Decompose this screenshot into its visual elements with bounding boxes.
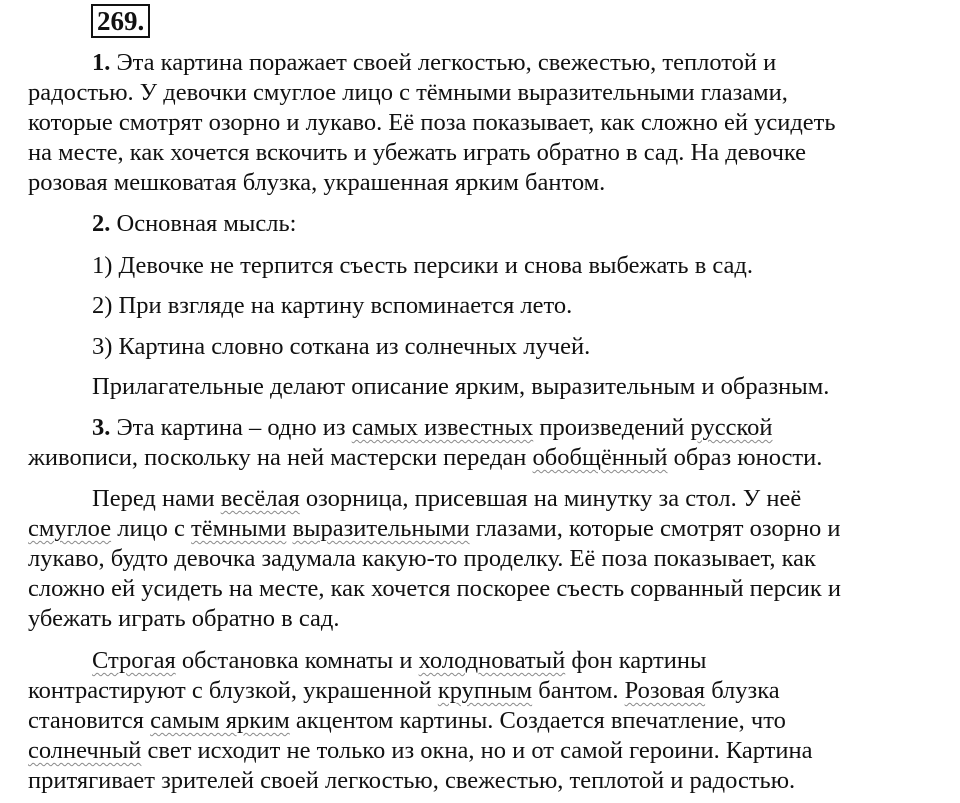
underlined-word: солнечный — [28, 737, 142, 764]
paragraph-1-line-3: которые смотрят озорно и лукаво. Её поза показывает, как сложно ей усидеть — [28, 109, 836, 136]
text-span: Эта картина – одно из — [110, 414, 352, 441]
text-span: обстановка комнаты и — [175, 647, 419, 674]
text-span: Эта картина поражает своей легкостью, свежестью, теплотой и — [110, 49, 777, 76]
paragraph-4-line-5: убежать играть обратно в сад. — [28, 605, 340, 632]
underlined-word: крупным — [437, 677, 533, 704]
exercise-number: 269. — [91, 4, 150, 38]
text-span: свет исходит не только из окна, но и от самой героини. Картина — [141, 737, 813, 764]
text-span: блузка — [705, 677, 780, 704]
text-span: озорница, присевшая на минутку за стол. У неё — [299, 485, 802, 512]
paragraph-3-line-2 — [28, 443, 822, 473]
underlined-word: русской — [690, 414, 773, 441]
paragraph-4-line-3: лукаво, будто девочка задумала какую-то проделку. Её поза показывает, как — [28, 545, 816, 572]
underlined-word: самых известных — [351, 414, 534, 441]
underlined-word: тёмными — [191, 515, 287, 542]
text-span: акцентом картины. Создается впечатление, что — [289, 707, 786, 734]
paragraph-4-line-2 — [28, 514, 841, 544]
text-span: Перед нами — [92, 485, 221, 512]
text-span: произведений — [533, 414, 691, 441]
underlined-word: самым ярким — [150, 707, 290, 734]
paragraph-5-line-4 — [28, 736, 812, 766]
paragraph-3-line-1 — [92, 413, 773, 443]
underlined-word: обобщённый — [532, 444, 668, 471]
underlined-word: выразительными — [292, 515, 470, 542]
paragraph-5-line-2 — [28, 676, 780, 706]
paragraph-3-number: 3. — [92, 414, 111, 441]
paragraph-4-line-4: сложно ей усидеть на месте, как хочется поскорее съесть сорванный персик и — [28, 575, 842, 602]
paragraph-1-number: 1. — [92, 49, 111, 76]
text-span: лицо с — [111, 515, 192, 542]
text-span: образ юности. — [667, 444, 823, 471]
paragraph-1-line-4: на месте, как хочется вскочить и убежать играть обратно в сад. На девочке — [28, 139, 807, 166]
underlined-word: смуглое — [28, 515, 112, 542]
paragraph-4-line-1 — [92, 484, 801, 514]
underlined-word: Строгая — [92, 647, 176, 674]
paragraph-2-heading — [92, 209, 296, 239]
paragraph-5-line-5: притягивает зрителей своей легкостью, свежестью, теплотой и радостью. — [28, 767, 796, 794]
text-span: становится — [28, 707, 151, 734]
text-span: Основная мысль: — [110, 210, 297, 237]
text-span: контрастируют с блузкой, украшенной — [28, 677, 438, 704]
underlined-word: весёлая — [220, 485, 300, 512]
paragraph-1-line-5: розовая мешковатая блузка, украшенная ярким бантом. — [28, 169, 606, 196]
main-idea-item-2: 2) При взгляде на картину вспоминается лето. — [92, 292, 573, 319]
underlined-word: Розовая — [624, 677, 706, 704]
main-idea-item-3: 3) Картина словно соткана из солнечных лучей. — [92, 333, 591, 360]
adjectives-note: Прилагательные делают описание ярким, выразительным и образным. — [92, 373, 830, 400]
text-span: фон картины — [565, 647, 707, 674]
text-span: глазами, которые смотрят озорно и — [469, 515, 841, 542]
underlined-word: холодноватый — [418, 647, 566, 674]
text-span: живописи, поскольку на ней мастерски передан — [28, 444, 533, 471]
paragraph-5-line-1 — [92, 646, 706, 676]
paragraph-1-line-1 — [92, 48, 776, 78]
text-span: бантом. — [532, 677, 625, 704]
main-idea-item-1: 1) Девочке не терпится съесть персики и снова выбежать в сад. — [92, 252, 754, 279]
paragraph-1-line-2: радостью. У девочки смуглое лицо с тёмными выразительными глазами, — [28, 79, 788, 106]
paragraph-2-number: 2. — [92, 210, 111, 237]
paragraph-5-line-3 — [28, 706, 786, 736]
